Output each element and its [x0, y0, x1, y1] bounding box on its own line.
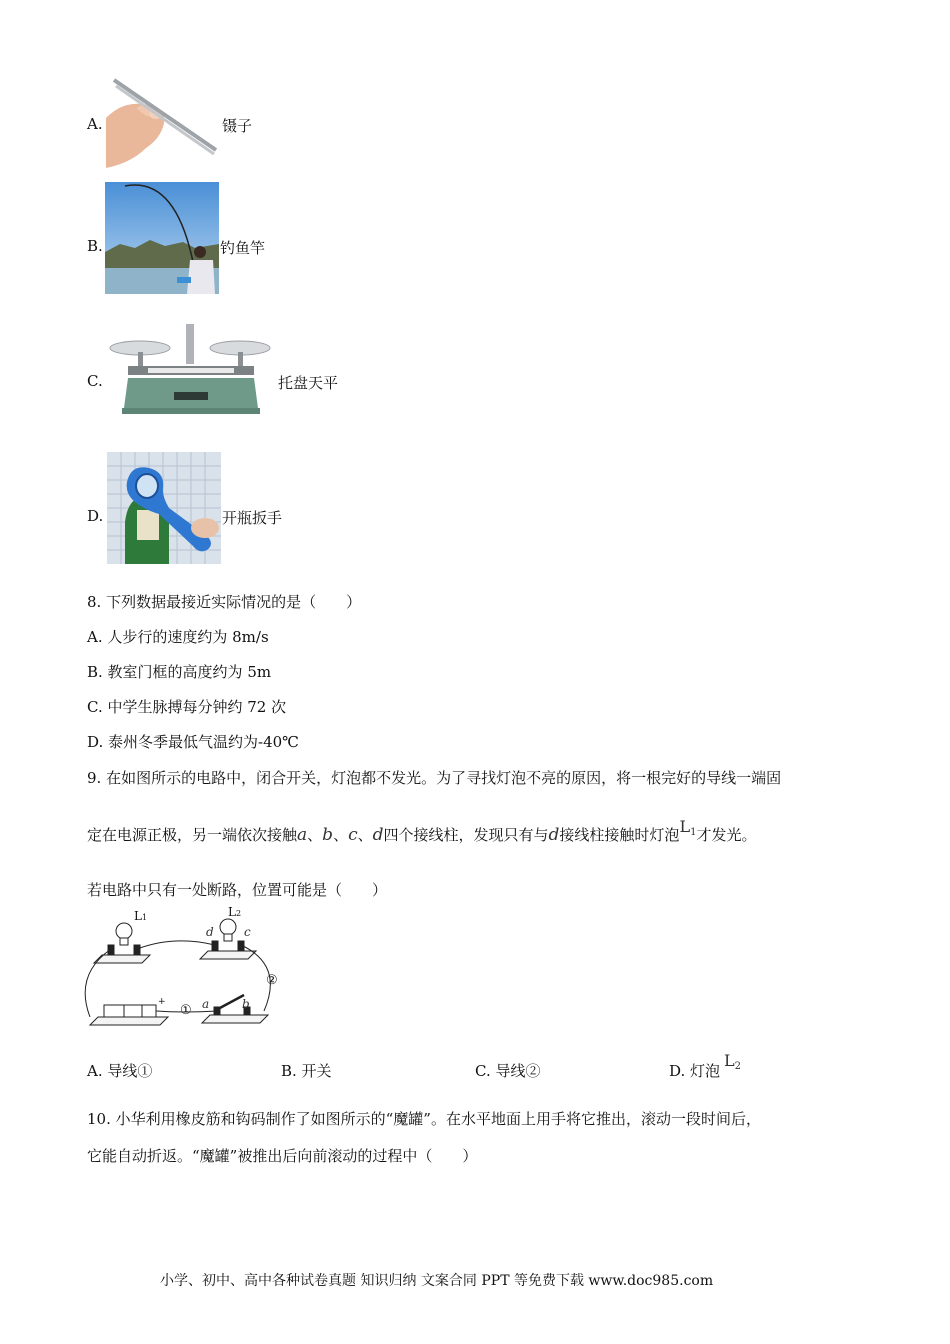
- q9-line2: 定在电源正极，另一端依次接触a、b、c、d四个接线柱，发现只有与d接线柱接触时灯泡$L_1$才发光。: [87, 817, 757, 845]
- option-b-letter: B.: [87, 237, 103, 255]
- var-b: b: [322, 825, 334, 845]
- label-a: a: [202, 997, 210, 1011]
- circuit-diagram: [84, 905, 284, 1033]
- option-c-letter: C.: [87, 372, 103, 390]
- q9-line3: 若电路中只有一处断路，位置可能是（ ）: [87, 881, 388, 899]
- q9-option-b: B. 开关: [281, 1062, 332, 1080]
- label-l2: L2: [228, 905, 242, 919]
- option-a-name: 镊子: [222, 117, 253, 135]
- q9-option-c: C. 导线②: [475, 1062, 541, 1080]
- label-wire-2: ②: [266, 973, 278, 988]
- q8-option-a: A. 人步行的速度约为 8m/s: [87, 628, 269, 646]
- label-c: c: [244, 925, 251, 939]
- q8-option-d: D. 泰州冬季最低气温约为-40℃: [87, 733, 299, 751]
- label-b: b: [242, 997, 250, 1011]
- option-d-letter: D.: [87, 507, 104, 525]
- q9-option-d: D. 灯泡$L_2$: [669, 1051, 742, 1080]
- page-footer: 小学、初中、高中各种试卷真题 知识归纳 文案合同 PPT 等免费下载 www.doc985.com: [160, 1273, 714, 1289]
- fishing-rod-icon: [105, 182, 219, 294]
- var-a: a: [297, 825, 308, 845]
- option-b-name: 钓鱼竿: [220, 239, 266, 257]
- option-d-name: 开瓶扳手: [222, 509, 283, 527]
- q8-option-c: C. 中学生脉搏每分钟约 72 次: [87, 698, 287, 716]
- label-d: d: [206, 925, 214, 939]
- label-wire-1: ①: [180, 1003, 192, 1018]
- balance-scale-icon: [108, 322, 274, 416]
- q9-line1: 9. 在如图所示的电路中，闭合开关，灯泡都不发光。为了寻找灯泡不亮的原因，将一根完好的导线一端固: [87, 769, 782, 787]
- q8-option-b: B. 教室门框的高度约为 5m: [87, 663, 272, 681]
- var-d: d: [372, 825, 384, 845]
- bottle-opener-icon: [107, 452, 221, 564]
- var-c: c: [348, 825, 358, 845]
- option-a-letter: A.: [87, 115, 103, 133]
- label-plus: +: [158, 997, 166, 1007]
- var-d-2: d: [548, 825, 560, 845]
- lamp-l1-symbol: $L_1$: [679, 817, 697, 838]
- tweezers-icon: [106, 78, 218, 168]
- q9-option-a: A. 导线①: [87, 1062, 153, 1080]
- q8-stem: 8. 下列数据最接近实际情况的是（ ）: [87, 593, 362, 611]
- option-c-name: 托盘天平: [278, 374, 339, 392]
- q10-line2: 它能自动折返。“魔罐”被推出后向前滚动的过程中（ ）: [87, 1147, 478, 1165]
- q10-line1: 10. 小华利用橡皮筋和钩码制作了如图所示的“魔罐”。在水平地面上用手将它推出，滚动一段时间后，: [87, 1110, 761, 1128]
- label-l1: L1: [134, 909, 148, 923]
